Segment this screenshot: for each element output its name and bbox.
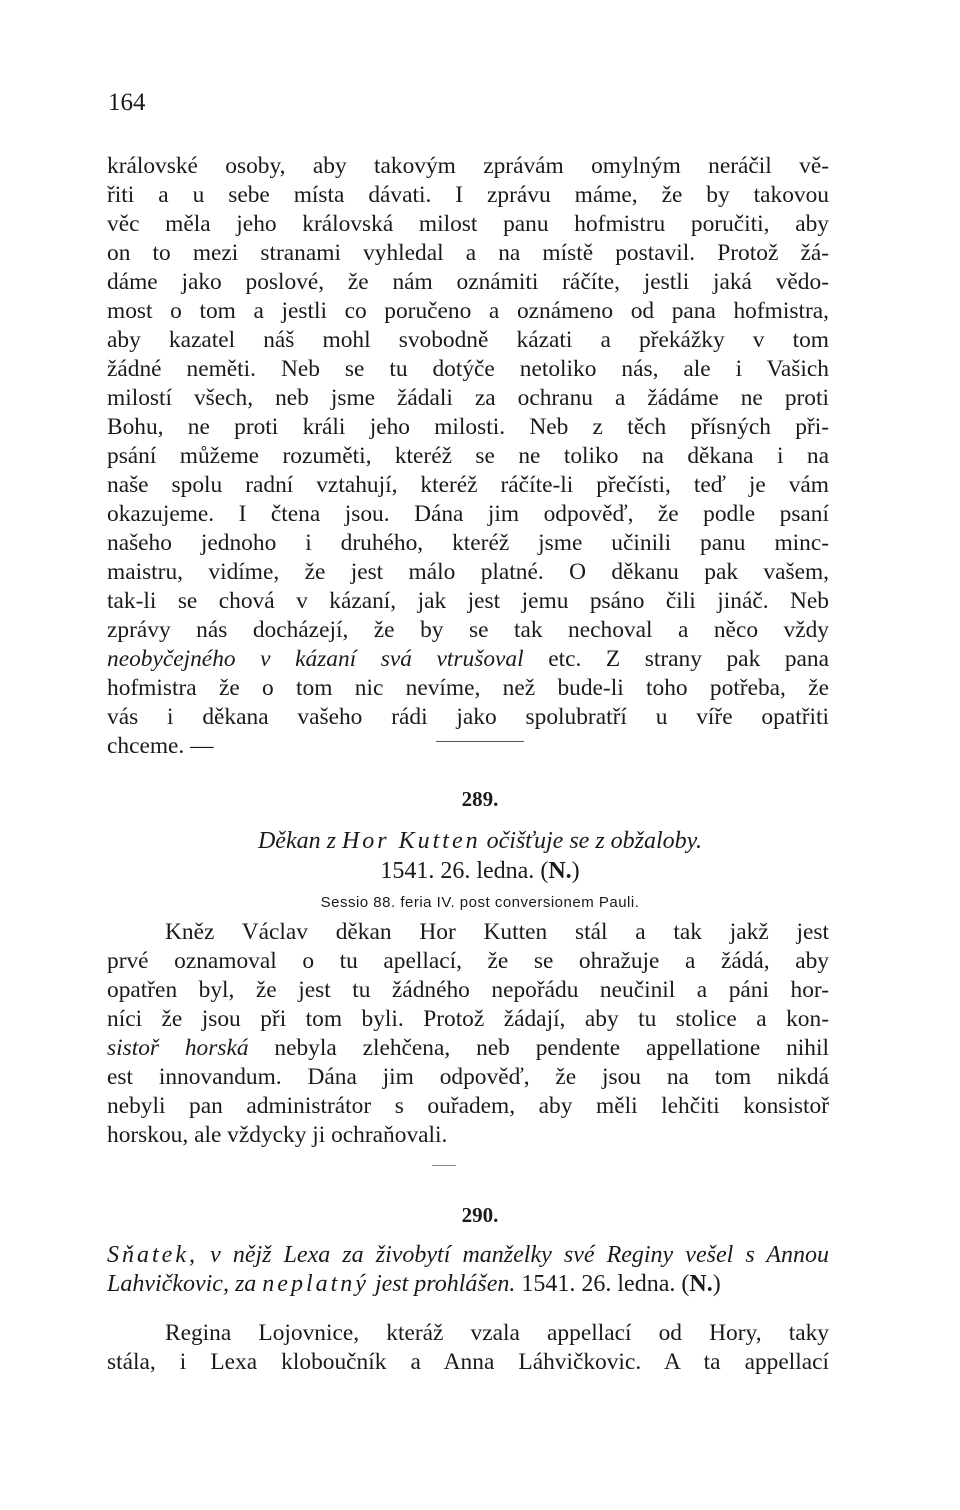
section-divider (432, 1165, 456, 1166)
text-line: královské osoby, aby takovým zprávám omylným neráčil vě- (107, 153, 829, 179)
body-text-289 (107, 918, 829, 1150)
text-line: maistru, vidíme, že jest málo platné. O děkanu pak vašem, (107, 559, 829, 585)
date-289: 1541. 26. ledna. (380, 858, 535, 884)
text-line: sistoř horská nebyla zlehčena, neb pendente appellatione nihil (107, 1035, 829, 1061)
text-line: našeho jednoho i druhého, kteréž jsme učinili panu minc- (107, 530, 829, 556)
text-line: chceme. — (107, 733, 214, 759)
text-line: řiti a u sebe místa dávati. I zprávu máme, že by takovou (107, 182, 829, 208)
text-line: on to mezi stranami vyhledal a na místě postavil. Protož žá- (107, 240, 829, 266)
text-line: nebyli pan administrátor s ouřadem, aby měli lehčiti konsistoř (107, 1093, 829, 1119)
title-290-line-1: Sňatek, v nějž Lexa za živobytí manželky své Reginy vešel s Annou (107, 1242, 829, 1268)
text-line: Bohu, ne proti králi jeho milosti. Neb z těch přísných při- (107, 414, 829, 440)
title-289-place: Hor Kutten (341, 828, 481, 854)
document-title-290 (107, 1241, 829, 1299)
text-line: horskou, ale vždycky ji ochraňovali. (107, 1122, 448, 1148)
document-number-289: 289. (461, 787, 499, 811)
text-line: neobyčejného v kázaní svá vtrušoval etc. Z strany pak pana (107, 646, 829, 672)
text-line: níci že jsou při tom byli. Protož žádají, aby tu stolice a kon- (107, 1006, 829, 1032)
text-line: zprávy nás docházejí, že by se tak nechoval a něco vždy (107, 617, 829, 643)
text-line: okazujeme. I čtena jsou. Dána jim odpověď, že podle psaní (107, 501, 829, 527)
body-text-top (107, 152, 829, 761)
text-line: aby kazatel náš mohl svobodně kázati a překážky v tom (107, 327, 829, 353)
body-text-290 (107, 1319, 829, 1377)
document-date-289 (0, 856, 960, 886)
text-line: hofmistra že o tom nic nevíme, než bude-li toho potřeba, že (107, 675, 829, 701)
text-line: tak-li se chová v kázaní, jak jest jemu psáno čili jináč. Neb (107, 588, 829, 614)
source-289: (N.) (540, 858, 580, 884)
text-line: psání můžeme rozuměti, kteréž se ne toliko na děkana i na (107, 443, 829, 469)
section-divider (436, 741, 524, 742)
text-line: milostí všech, neb jsme žádali za ochranu a žádáme ne proti (107, 385, 829, 411)
text-line: vás i děkana vašeho rádi jako spolubratří u víře opatřiti (107, 704, 829, 730)
text-line: opatřen byl, že jest tu žádného nepořádu neučinil a páni hor- (107, 977, 829, 1003)
document-number-290: 290. (461, 1203, 499, 1227)
session-note-289: Sessio 88. feria IV. post conversionem Pauli. (320, 894, 640, 911)
text-line: stála, i Lexa kloboučník a Anna Láhvičkovic. A ta appellací (107, 1349, 829, 1375)
document-title-289 (0, 826, 960, 856)
title-289-part-1: Děkan z (257, 828, 336, 854)
text-line: prvé oznamoval o tu apellací, že se ohražuje a žádá, aby (107, 948, 829, 974)
text-line: věc měla jeho královská milost panu hofmistru poručiti, aby (107, 211, 829, 237)
text-line: Kněz Václav děkan Hor Kutten stál a tak jakž jest (165, 919, 829, 945)
text-line: most o tom a jestli co poručeno a oznámeno od pana hofmistra, (107, 298, 829, 324)
title-290-line-2: Lahvičkovic, za neplatný jest prohlášen. 1541. 26. ledna. (N.) (107, 1271, 721, 1297)
text-line: Regina Lojovnice, kteráž vzala appellací od Hory, taky (165, 1320, 829, 1346)
text-line: dáme jako poslové, že nám oznámiti ráčíte, jestli jaká vědo- (107, 269, 829, 295)
page-number: 164 (108, 89, 146, 116)
title-289-part-2: očišťuje se z obžaloby. (486, 828, 703, 854)
text-line: est innovandum. Dána jim odpověď, že jsou na tom nikdá (107, 1064, 829, 1090)
text-line: naše spolu radní vztahují, kteréž ráčíte-li přečísti, teď je vám (107, 472, 829, 498)
text-line: žádné neměti. Neb se tu dotýče netoliko nás, ale i Vašich (107, 356, 829, 382)
